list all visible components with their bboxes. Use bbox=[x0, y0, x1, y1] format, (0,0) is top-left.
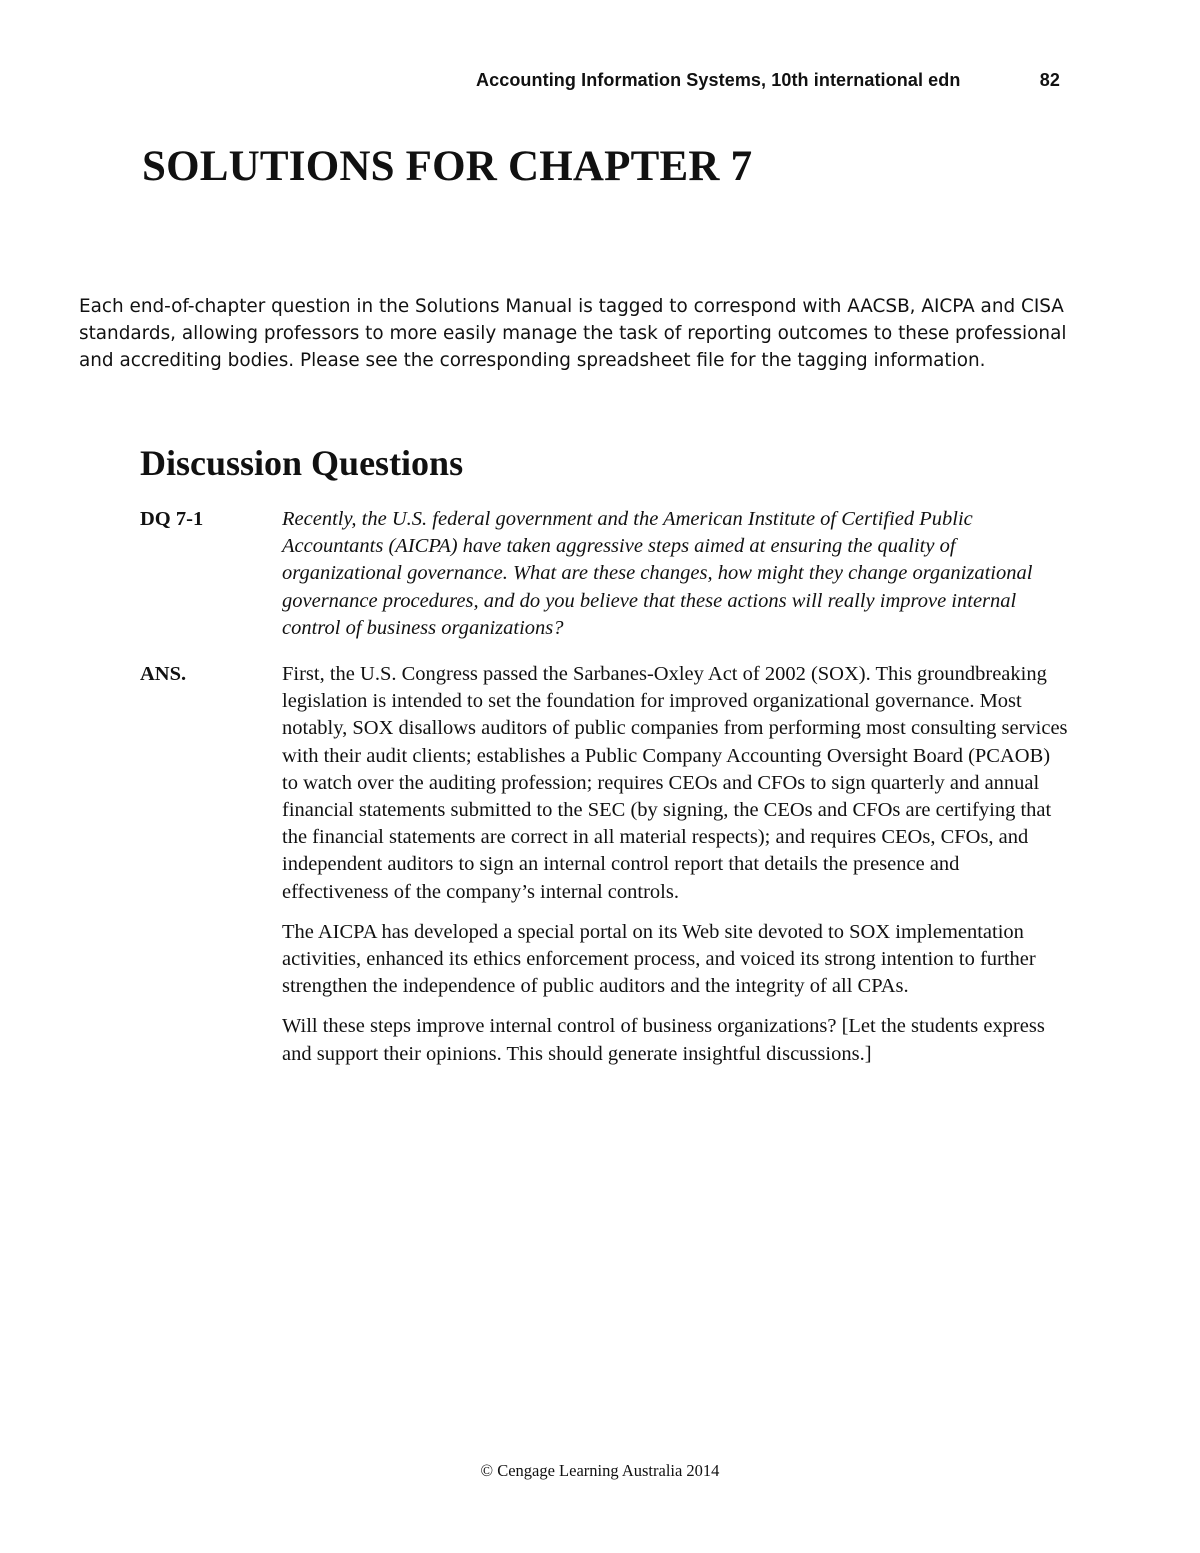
question-label: DQ 7-1 bbox=[140, 508, 204, 530]
chapter-title: SOLUTIONS FOR CHAPTER 7 bbox=[142, 143, 753, 190]
answer-block bbox=[140, 661, 1070, 1081]
running-header bbox=[440, 70, 1060, 91]
question-block bbox=[140, 506, 1070, 655]
question-text: Recently, the U.S. federal government and the American Institute of Certified Public Accountants (AICPA) have taken aggressive steps aimed at ensuring the quality of organizational governance. What are these changes, how might they change organizational governance procedures, and do you believe that these actions will really improve internal control of business organizations? bbox=[282, 508, 1033, 639]
copyright-footer: © Cengage Learning Australia 2014 bbox=[480, 1461, 720, 1480]
answer-paragraph: First, the U.S. Congress passed the Sarbanes-Oxley Act of 2002 (SOX). This groundbreaking legislation is intended to set the foundation for improved organizational governance. Most notably, SOX disallows auditors of public companies from performing most consulting services with their audit clients; establishes a Public Company Accounting Oversight Board (PCAOB) to watch over the auditing profession; requires CEOs and CFOs to sign quarterly and annual financial statements submitted to the SEC (by signing, the CEOs and CFOs are certifying that the financial statements are correct in all material respects); and requires CEOs, CFOs, and independent auditors to sign an internal control report that details the presence and effectiveness of the company’s internal controls. bbox=[282, 663, 1068, 903]
answer-label: ANS. bbox=[140, 663, 187, 685]
answer-paragraph: Will these steps improve internal control of business organizations? [Let the students express and support their opinions. This should generate insightful discussions.] bbox=[282, 1015, 1045, 1065]
section-heading: Discussion Questions bbox=[140, 443, 464, 483]
book-title: Accounting Information Systems, 10th international edn bbox=[476, 70, 961, 90]
page-number: 82 bbox=[1039, 70, 1060, 90]
intro-note: Each end-of-chapter question in the Solutions Manual is tagged to correspond with AACSB, AICPA and CISA standards, allowing professors to more easily manage the task of reporting outcomes to these professional and accrediting bodies. Please see the corresponding spreadsheet file for the tagging information. bbox=[79, 296, 1067, 372]
answer-paragraph: The AICPA has developed a special portal on its Web site devoted to SOX implementation activities, enhanced its ethics enforcement process, and voiced its strong intention to further strengthen the independence of public auditors and the integrity of all CPAs. bbox=[282, 920, 1036, 998]
